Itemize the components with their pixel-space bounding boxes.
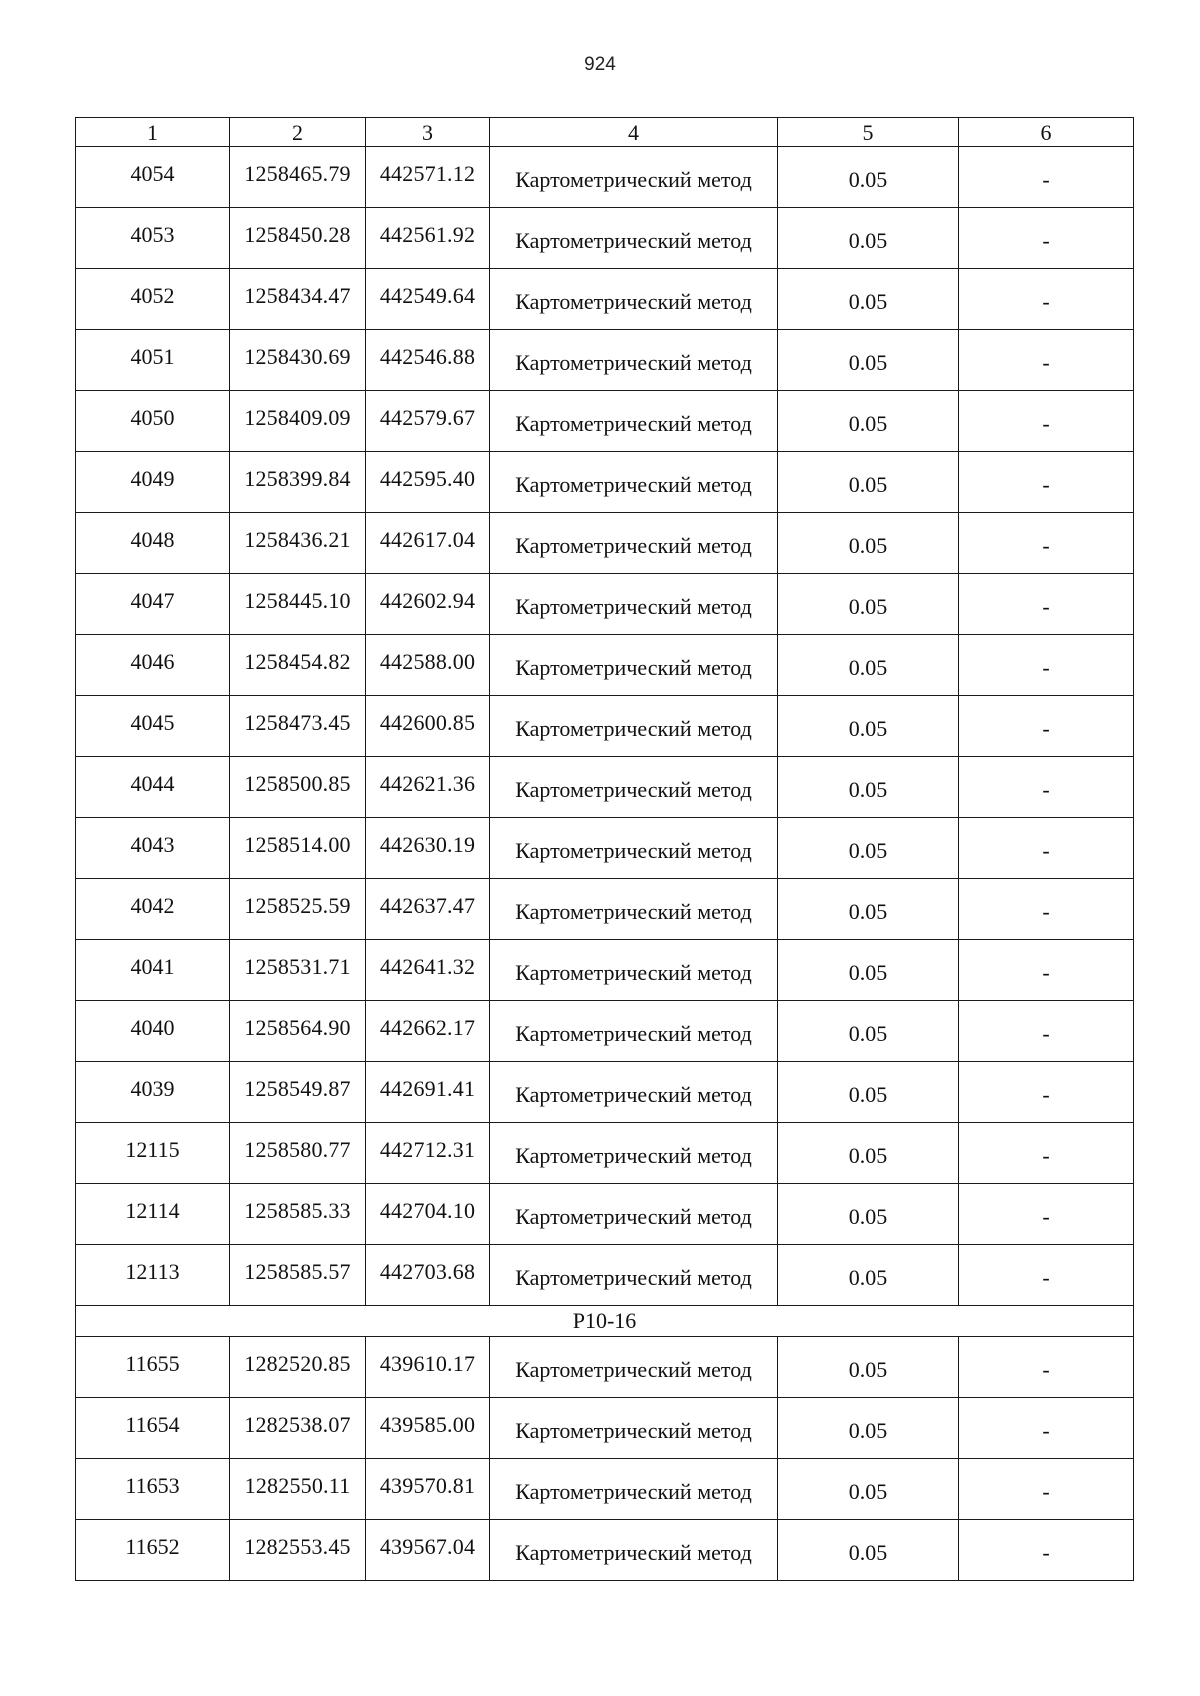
table-row (76, 574, 1134, 635)
y-coordinate-cell: 439585.00 (366, 1398, 490, 1459)
point-number-cell: 4050 (76, 391, 230, 452)
accuracy-cell: 0.05 (778, 452, 959, 513)
accuracy-cell: 0.05 (778, 635, 959, 696)
table-body (76, 147, 1134, 1581)
note-cell: - (959, 1520, 1134, 1581)
table-row (76, 147, 1134, 208)
note-cell: - (959, 330, 1134, 391)
y-coordinate-cell: 442637.47 (366, 879, 490, 940)
table-row (76, 1123, 1134, 1184)
method-cell: Картометрический метод (490, 757, 778, 818)
y-coordinate-cell: 442561.92 (366, 208, 490, 269)
x-coordinate-cell: 1282520.85 (230, 1337, 366, 1398)
y-coordinate-cell: 442704.10 (366, 1184, 490, 1245)
x-coordinate-cell: 1258436.21 (230, 513, 366, 574)
accuracy-cell: 0.05 (778, 1001, 959, 1062)
accuracy-cell: 0.05 (778, 818, 959, 879)
accuracy-cell: 0.05 (778, 1062, 959, 1123)
column-header-3: 3 (366, 118, 490, 147)
method-cell: Картометрический метод (490, 147, 778, 208)
point-number-cell: 12114 (76, 1184, 230, 1245)
table-row (76, 452, 1134, 513)
accuracy-cell: 0.05 (778, 879, 959, 940)
point-number-cell: 12113 (76, 1245, 230, 1306)
y-coordinate-cell: 442703.68 (366, 1245, 490, 1306)
note-cell: - (959, 574, 1134, 635)
y-coordinate-cell: 442546.88 (366, 330, 490, 391)
point-number-cell: 4051 (76, 330, 230, 391)
table-row (76, 757, 1134, 818)
point-number-cell: 4040 (76, 1001, 230, 1062)
method-cell: Картометрический метод (490, 1398, 778, 1459)
method-cell: Картометрический метод (490, 1001, 778, 1062)
note-cell: - (959, 513, 1134, 574)
note-cell: - (959, 818, 1134, 879)
page-number: 924 (584, 54, 616, 75)
point-number-cell: 12115 (76, 1123, 230, 1184)
note-cell: - (959, 879, 1134, 940)
x-coordinate-cell: 1258473.45 (230, 696, 366, 757)
note-cell: - (959, 1337, 1134, 1398)
accuracy-cell: 0.05 (778, 269, 959, 330)
y-coordinate-cell: 442595.40 (366, 452, 490, 513)
header-row (76, 118, 1134, 147)
section-label: P10-16 (76, 1306, 1134, 1337)
point-number-cell: 4052 (76, 269, 230, 330)
note-cell: - (959, 1459, 1134, 1520)
x-coordinate-cell: 1282553.45 (230, 1520, 366, 1581)
point-number-cell: 4043 (76, 818, 230, 879)
method-cell: Картометрический метод (490, 879, 778, 940)
accuracy-cell: 0.05 (778, 696, 959, 757)
note-cell: - (959, 269, 1134, 330)
table-row (76, 1520, 1134, 1581)
note-cell: - (959, 635, 1134, 696)
method-cell: Картометрический метод (490, 330, 778, 391)
x-coordinate-cell: 1258409.09 (230, 391, 366, 452)
table-row (76, 1459, 1134, 1520)
accuracy-cell: 0.05 (778, 1337, 959, 1398)
point-number-cell: 11655 (76, 1337, 230, 1398)
accuracy-cell: 0.05 (778, 757, 959, 818)
table-row (76, 330, 1134, 391)
x-coordinate-cell: 1258549.87 (230, 1062, 366, 1123)
table-row (76, 1398, 1134, 1459)
note-cell: - (959, 696, 1134, 757)
point-number-cell: 4048 (76, 513, 230, 574)
y-coordinate-cell: 442641.32 (366, 940, 490, 1001)
x-coordinate-cell: 1258445.10 (230, 574, 366, 635)
accuracy-cell: 0.05 (778, 208, 959, 269)
x-coordinate-cell: 1258564.90 (230, 1001, 366, 1062)
table-row (76, 269, 1134, 330)
table-row (76, 879, 1134, 940)
method-cell: Картометрический метод (490, 1123, 778, 1184)
y-coordinate-cell: 442602.94 (366, 574, 490, 635)
y-coordinate-cell: 442600.85 (366, 696, 490, 757)
method-cell: Картометрический метод (490, 635, 778, 696)
method-cell: Картометрический метод (490, 1245, 778, 1306)
method-cell: Картометрический метод (490, 1062, 778, 1123)
x-coordinate-cell: 1258585.57 (230, 1245, 366, 1306)
method-cell: Картометрический метод (490, 1459, 778, 1520)
accuracy-cell: 0.05 (778, 513, 959, 574)
accuracy-cell: 0.05 (778, 1245, 959, 1306)
point-number-cell: 4054 (76, 147, 230, 208)
method-cell: Картометрический метод (490, 818, 778, 879)
accuracy-cell: 0.05 (778, 1184, 959, 1245)
point-number-cell: 4053 (76, 208, 230, 269)
method-cell: Картометрический метод (490, 208, 778, 269)
section-header-row (76, 1306, 1134, 1337)
column-header-4: 4 (490, 118, 778, 147)
method-cell: Картометрический метод (490, 1184, 778, 1245)
y-coordinate-cell: 442549.64 (366, 269, 490, 330)
table-row (76, 1062, 1134, 1123)
column-header-2: 2 (230, 118, 366, 147)
column-header-1: 1 (76, 118, 230, 147)
y-coordinate-cell: 439610.17 (366, 1337, 490, 1398)
accuracy-cell: 0.05 (778, 1398, 959, 1459)
column-header-6: 6 (959, 118, 1134, 147)
note-cell: - (959, 1184, 1134, 1245)
note-cell: - (959, 1001, 1134, 1062)
table-row (76, 208, 1134, 269)
method-cell: Картометрический метод (490, 940, 778, 1001)
note-cell: - (959, 757, 1134, 818)
y-coordinate-cell: 442621.36 (366, 757, 490, 818)
x-coordinate-cell: 1258525.59 (230, 879, 366, 940)
accuracy-cell: 0.05 (778, 1459, 959, 1520)
accuracy-cell: 0.05 (778, 1520, 959, 1581)
x-coordinate-cell: 1258450.28 (230, 208, 366, 269)
method-cell: Картометрический метод (490, 1520, 778, 1581)
note-cell: - (959, 1062, 1134, 1123)
point-number-cell: 4044 (76, 757, 230, 818)
note-cell: - (959, 1398, 1134, 1459)
y-coordinate-cell: 439567.04 (366, 1520, 490, 1581)
accuracy-cell: 0.05 (778, 574, 959, 635)
y-coordinate-cell: 442617.04 (366, 513, 490, 574)
x-coordinate-cell: 1258585.33 (230, 1184, 366, 1245)
x-coordinate-cell: 1258465.79 (230, 147, 366, 208)
table-row (76, 1245, 1134, 1306)
y-coordinate-cell: 442691.41 (366, 1062, 490, 1123)
x-coordinate-cell: 1258531.71 (230, 940, 366, 1001)
x-coordinate-cell: 1282550.11 (230, 1459, 366, 1520)
point-number-cell: 4042 (76, 879, 230, 940)
accuracy-cell: 0.05 (778, 1123, 959, 1184)
x-coordinate-cell: 1258514.00 (230, 818, 366, 879)
method-cell: Картометрический метод (490, 574, 778, 635)
y-coordinate-cell: 442571.12 (366, 147, 490, 208)
accuracy-cell: 0.05 (778, 940, 959, 1001)
note-cell: - (959, 940, 1134, 1001)
y-coordinate-cell: 439570.81 (366, 1459, 490, 1520)
y-coordinate-cell: 442588.00 (366, 635, 490, 696)
table-row (76, 513, 1134, 574)
x-coordinate-cell: 1258580.77 (230, 1123, 366, 1184)
x-coordinate-cell: 1258454.82 (230, 635, 366, 696)
note-cell: - (959, 208, 1134, 269)
y-coordinate-cell: 442662.17 (366, 1001, 490, 1062)
point-number-cell: 4045 (76, 696, 230, 757)
point-number-cell: 4041 (76, 940, 230, 1001)
table-row (76, 940, 1134, 1001)
point-number-cell: 11654 (76, 1398, 230, 1459)
x-coordinate-cell: 1258434.47 (230, 269, 366, 330)
table-row (76, 1337, 1134, 1398)
method-cell: Картометрический метод (490, 452, 778, 513)
table-row (76, 818, 1134, 879)
x-coordinate-cell: 1282538.07 (230, 1398, 366, 1459)
point-number-cell: 4039 (76, 1062, 230, 1123)
y-coordinate-cell: 442712.31 (366, 1123, 490, 1184)
note-cell: - (959, 1123, 1134, 1184)
coordinates-table (75, 117, 1134, 1581)
method-cell: Картометрический метод (490, 1337, 778, 1398)
column-header-5: 5 (778, 118, 959, 147)
method-cell: Картометрический метод (490, 696, 778, 757)
method-cell: Картометрический метод (490, 391, 778, 452)
accuracy-cell: 0.05 (778, 330, 959, 391)
accuracy-cell: 0.05 (778, 391, 959, 452)
table-row (76, 391, 1134, 452)
y-coordinate-cell: 442579.67 (366, 391, 490, 452)
table-row (76, 1184, 1134, 1245)
method-cell: Картометрический метод (490, 269, 778, 330)
table-row (76, 635, 1134, 696)
note-cell: - (959, 391, 1134, 452)
note-cell: - (959, 147, 1134, 208)
method-cell: Картометрический метод (490, 513, 778, 574)
note-cell: - (959, 452, 1134, 513)
point-number-cell: 11653 (76, 1459, 230, 1520)
point-number-cell: 4046 (76, 635, 230, 696)
y-coordinate-cell: 442630.19 (366, 818, 490, 879)
x-coordinate-cell: 1258399.84 (230, 452, 366, 513)
x-coordinate-cell: 1258500.85 (230, 757, 366, 818)
table-row (76, 1001, 1134, 1062)
accuracy-cell: 0.05 (778, 147, 959, 208)
x-coordinate-cell: 1258430.69 (230, 330, 366, 391)
point-number-cell: 4047 (76, 574, 230, 635)
note-cell: - (959, 1245, 1134, 1306)
point-number-cell: 4049 (76, 452, 230, 513)
table-row (76, 696, 1134, 757)
table-header (76, 118, 1134, 147)
point-number-cell: 11652 (76, 1520, 230, 1581)
